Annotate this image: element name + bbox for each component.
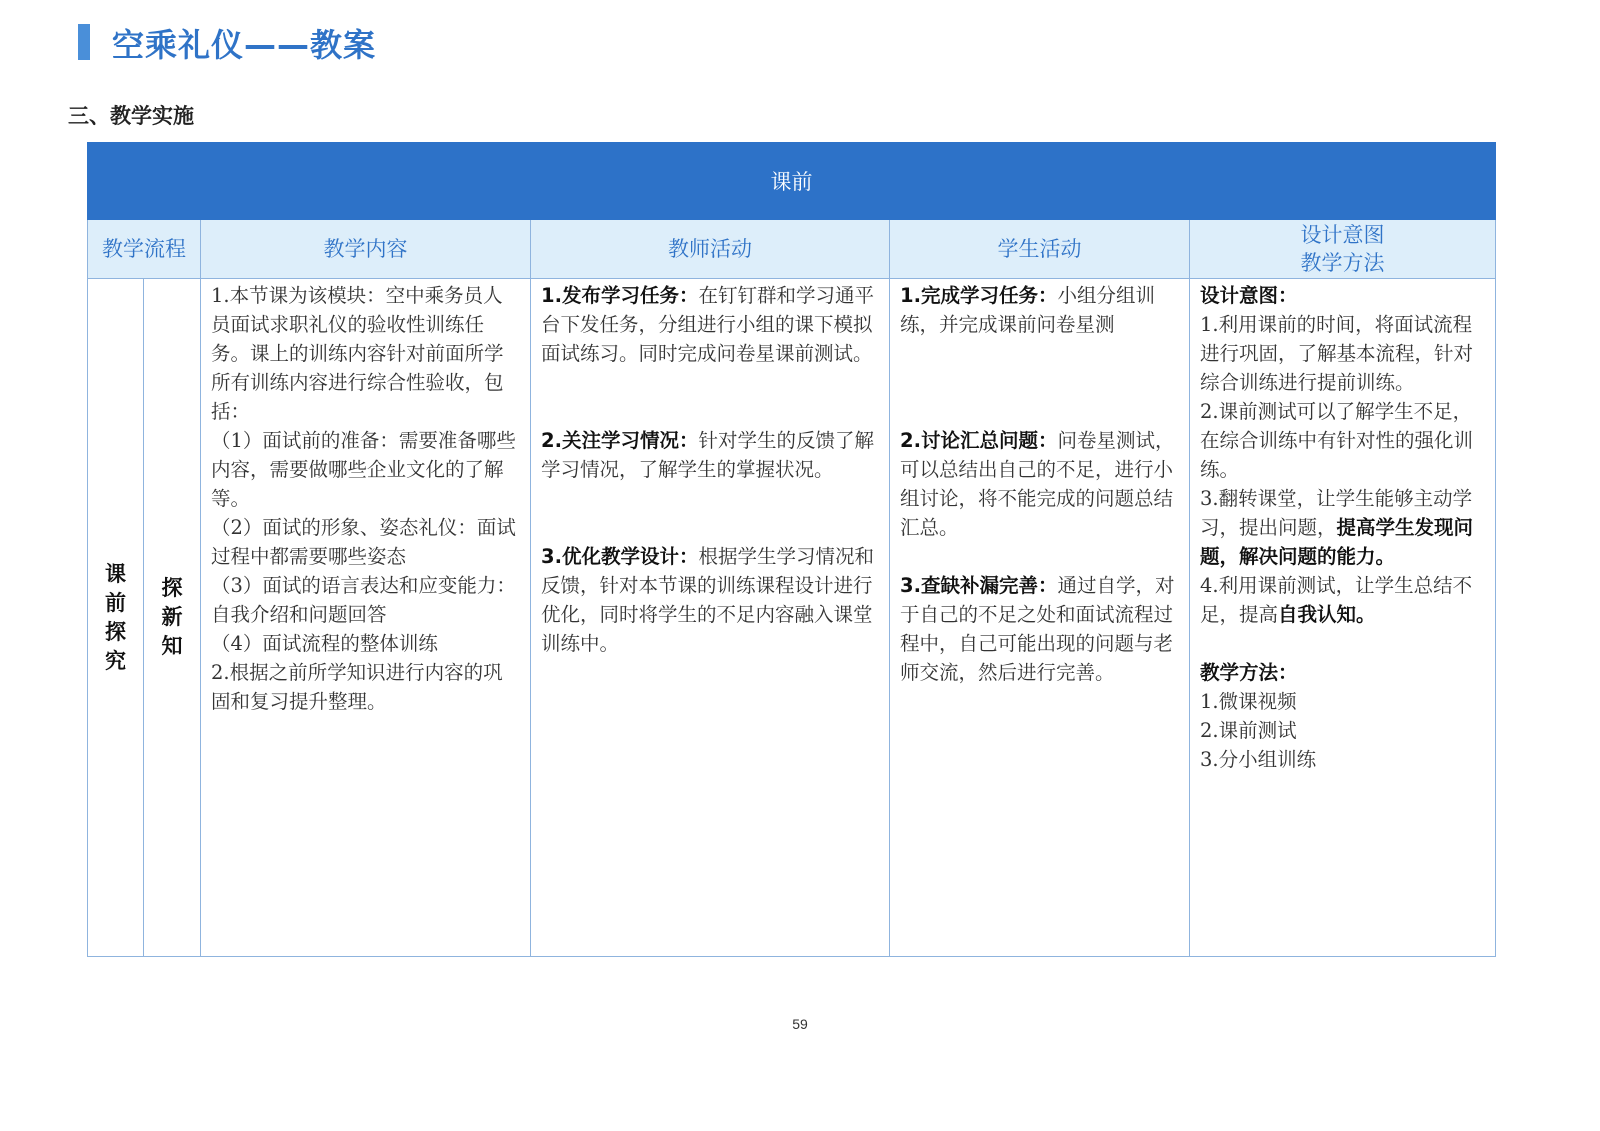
content-line: （1）面试前的准备：需要准备哪些内容，需要做哪些企业文化的了解等。 bbox=[211, 429, 516, 510]
student-item bbox=[900, 281, 1181, 339]
teacher-item bbox=[541, 426, 881, 484]
step-char: 新 bbox=[161, 605, 183, 629]
header-teacher: 教师活动 bbox=[531, 220, 890, 279]
student-cell bbox=[890, 279, 1190, 957]
lesson-table bbox=[87, 142, 1496, 957]
header-design bbox=[1190, 220, 1496, 279]
design-method-item: 2.课前测试 bbox=[1200, 719, 1297, 742]
page-title: 空乘礼仪——教案 bbox=[112, 26, 377, 64]
content-line: （4）面试流程的整体训练 bbox=[211, 632, 438, 655]
teacher-item-text: 在钉钉群和学习通平台下发任务，分组进行小组的课下模拟面试练习。同时完成问卷星课前测试。 bbox=[541, 284, 874, 365]
content-line: （2）面试的形象、姿态礼仪：面试过程中都需要哪些姿态 bbox=[211, 516, 516, 568]
header-design-line1: 设计意图 bbox=[1300, 223, 1385, 247]
step-char: 探 bbox=[161, 576, 183, 600]
header-flow: 教学流程 bbox=[88, 220, 201, 279]
table-banner: 课前 bbox=[88, 143, 1496, 220]
student-item-text: 通过自学，对于自己的不足之处和面试流程过程中，自己可能出现的问题与老师交流，然后进行完善。 bbox=[900, 574, 1175, 684]
design-intent-item bbox=[1200, 484, 1487, 571]
design-intent-item: 2.课前测试可以了解学生不足，在综合训练中有针对性的强化训练。 bbox=[1200, 400, 1474, 481]
title-accent-bar bbox=[78, 24, 90, 60]
step-cell bbox=[144, 279, 201, 957]
design-intent-text: 4.利用课前测试，让学生总结不足，提高 bbox=[1200, 574, 1473, 626]
content-cell bbox=[201, 279, 531, 957]
student-item-head: 3.查缺补漏完善： bbox=[900, 574, 1058, 597]
step-char: 知 bbox=[161, 634, 183, 658]
design-intent-heading: 设计意图： bbox=[1200, 284, 1298, 307]
student-item-head: 1.完成学习任务： bbox=[900, 284, 1058, 307]
design-method-item: 1.微课视频 bbox=[1200, 690, 1297, 713]
content-line: （3）面试的语言表达和应变能力：自我介绍和问题回答 bbox=[211, 574, 516, 626]
design-method-item: 3.分小组训练 bbox=[1200, 748, 1317, 771]
design-intent-emphasis: 自我认知。 bbox=[1278, 603, 1376, 626]
header-design-line2: 教学方法 bbox=[1300, 251, 1385, 275]
stage-char: 前 bbox=[105, 590, 126, 615]
teacher-item bbox=[541, 281, 881, 368]
stage-cell bbox=[88, 279, 144, 957]
teacher-cell bbox=[531, 279, 890, 957]
student-item-text: 小组分组训练，并完成课前问卷星测 bbox=[900, 284, 1155, 336]
student-item bbox=[900, 571, 1181, 687]
design-intent-item: 1.利用课前的时间，将面试流程进行巩固，了解基本流程，针对综合训练进行提前训练。 bbox=[1200, 313, 1474, 394]
design-cell bbox=[1190, 279, 1496, 957]
stage-char: 究 bbox=[105, 648, 126, 673]
student-item-text: 问卷星测试，可以总结出自己的不足，进行小组讨论，将不能完成的问题总结汇总。 bbox=[900, 429, 1175, 539]
teacher-item-text: 针对学生的反馈了解学习情况，了解学生的掌握状况。 bbox=[541, 429, 874, 481]
header-content: 教学内容 bbox=[201, 220, 531, 279]
header-student: 学生活动 bbox=[890, 220, 1190, 279]
teacher-item bbox=[541, 542, 881, 658]
section-heading: 三、教学实施 bbox=[68, 104, 194, 128]
content-line: 2.根据之前所学知识进行内容的巩固和复习提升整理。 bbox=[211, 661, 503, 713]
student-item-head: 2.讨论汇总问题： bbox=[900, 429, 1058, 452]
stage-char: 课 bbox=[105, 561, 126, 586]
design-intent-text: 3.翻转课堂，让学生能够主动学习，提出问题， bbox=[1200, 487, 1473, 539]
content-line: 1.本节课为该模块：空中乘务员人员面试求职礼仪的验收性训练任务。课上的训练内容针对前面所学所有训练内容进行综合性验收，包括： bbox=[211, 284, 504, 423]
design-intent-item bbox=[1200, 571, 1487, 629]
design-intent-emphasis: 提高学生发现问题，解决问题的能力。 bbox=[1200, 516, 1474, 568]
stage-char: 探 bbox=[105, 619, 126, 644]
student-item bbox=[900, 426, 1181, 542]
teacher-item-head: 3.优化教学设计： bbox=[541, 545, 699, 568]
page-number: 59 bbox=[792, 1016, 808, 1032]
teacher-item-head: 1.发布学习任务： bbox=[541, 284, 699, 307]
teacher-item-text: 根据学生学习情况和反馈，针对本节课的训练课程设计进行优化，同时将学生的不足内容融入课堂训练中。 bbox=[541, 545, 874, 655]
design-method-heading: 教学方法： bbox=[1200, 661, 1298, 684]
teacher-item-head: 2.关注学习情况： bbox=[541, 429, 699, 452]
